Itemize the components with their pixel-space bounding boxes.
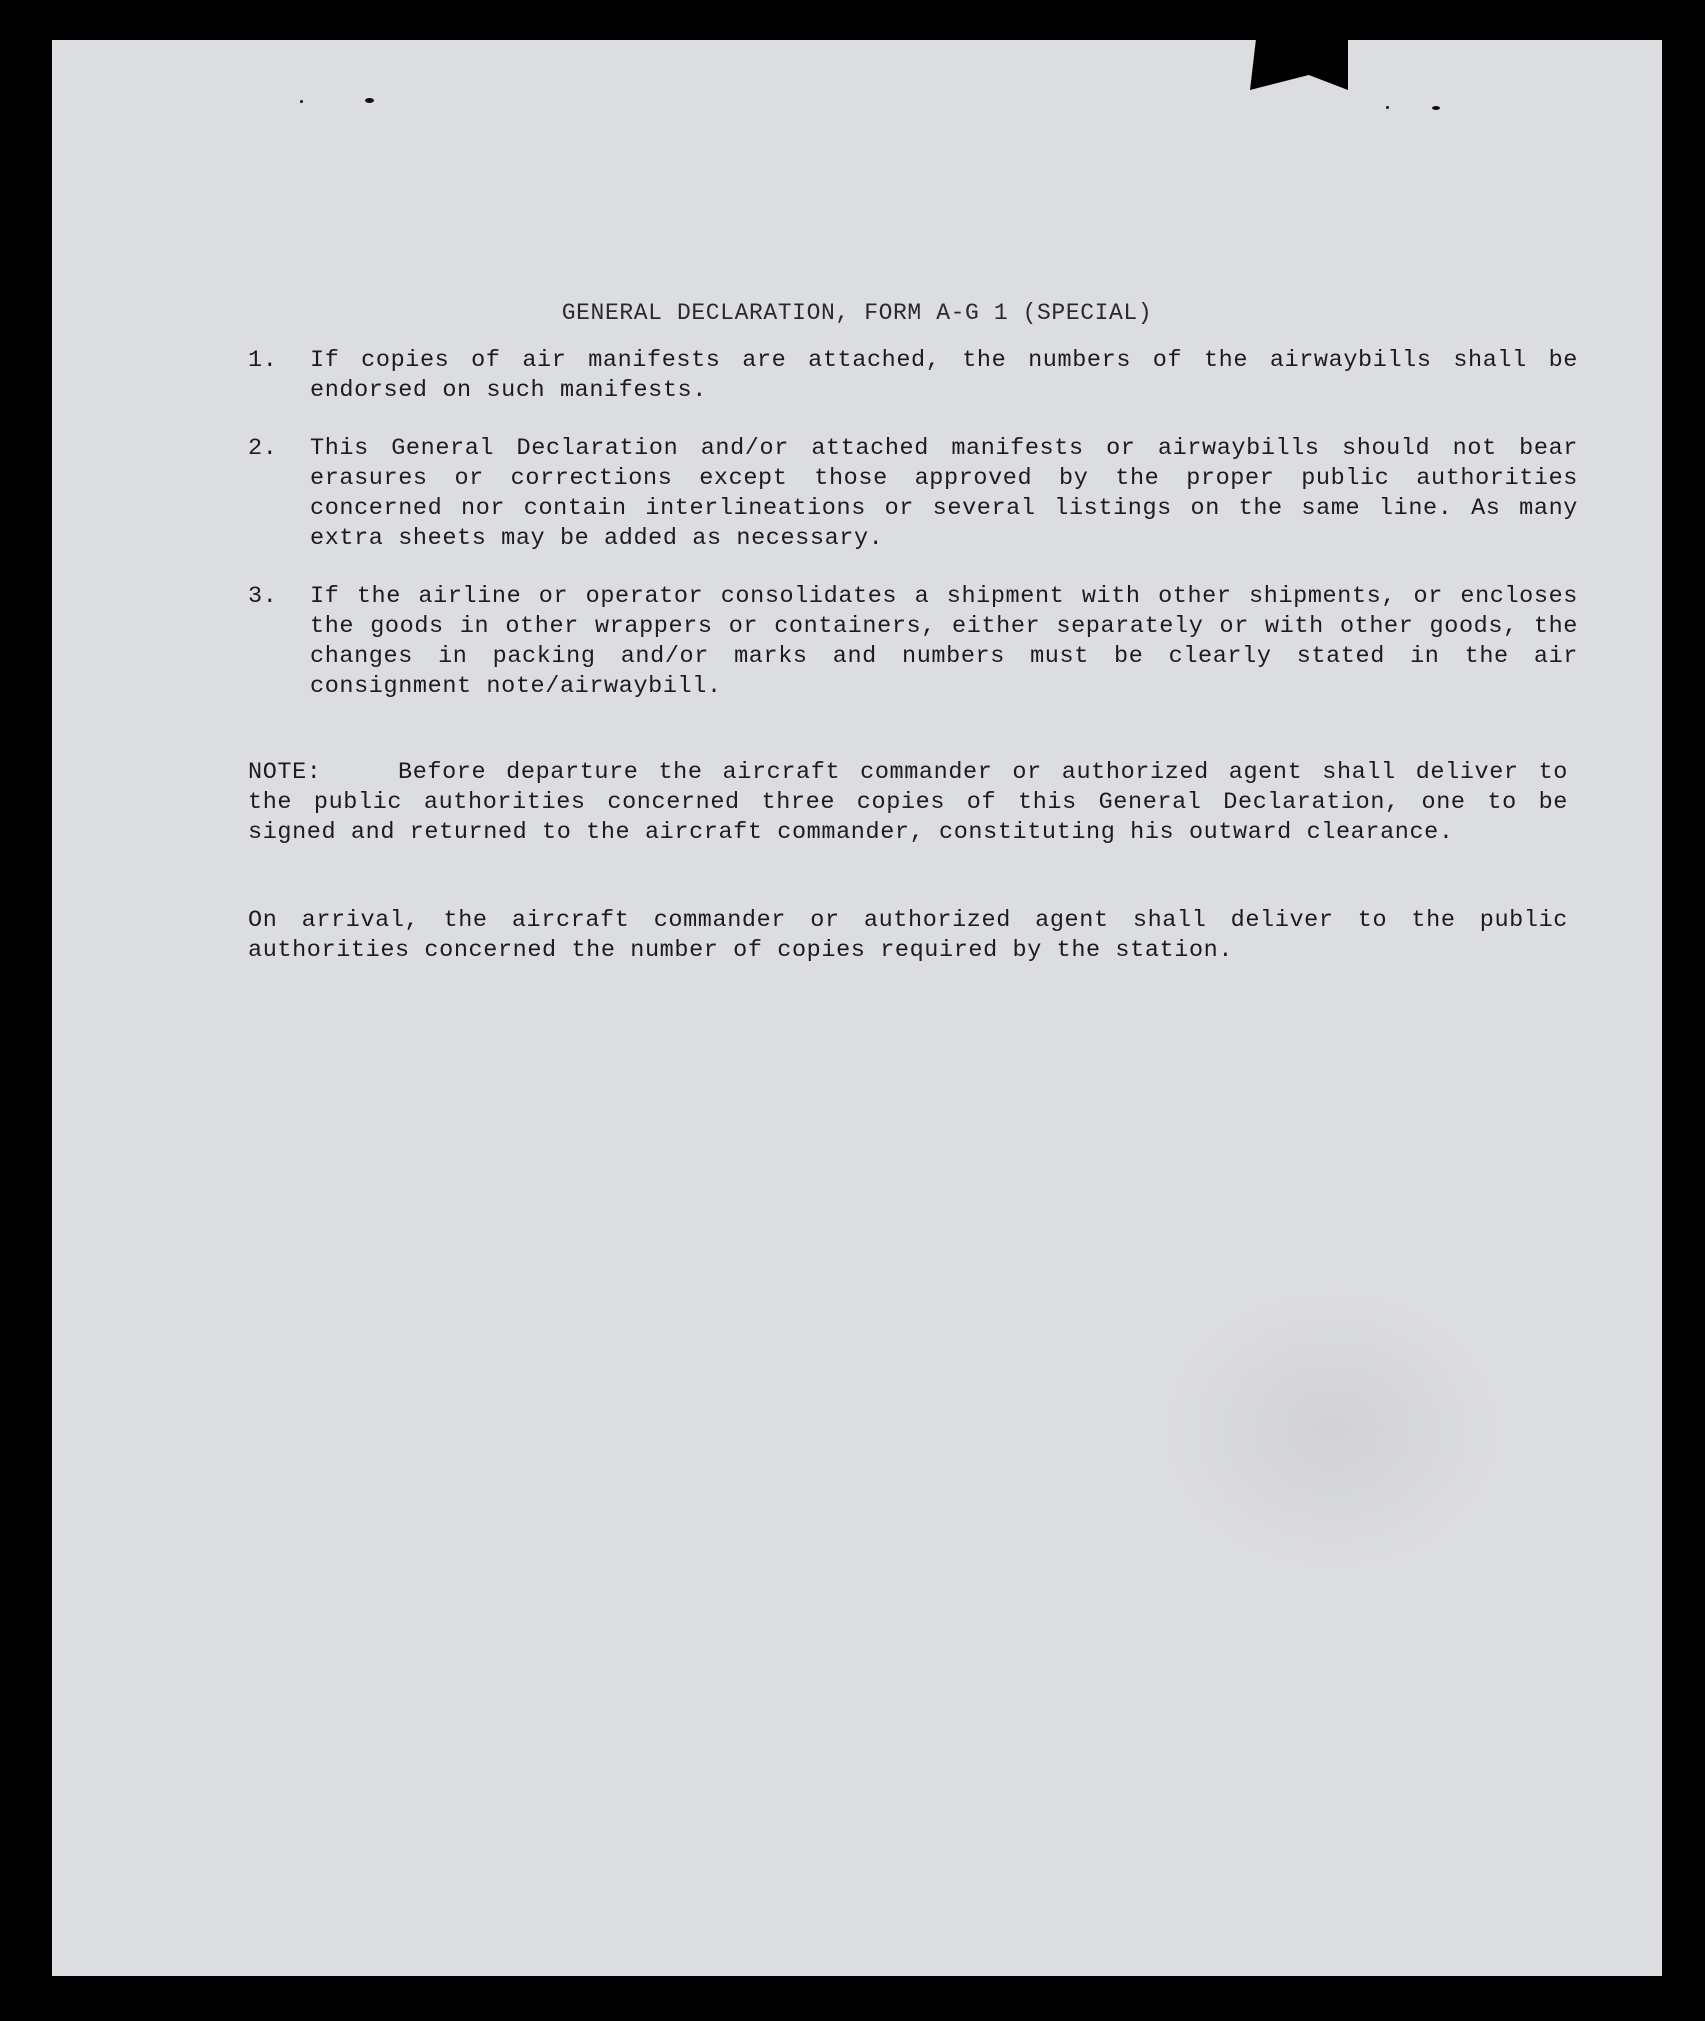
note-label: NOTE: (248, 759, 322, 786)
item-number: 1. (248, 347, 278, 374)
note-paragraph (248, 758, 1568, 848)
list-item (248, 582, 1578, 702)
ink-speck (300, 100, 303, 103)
document-page (52, 40, 1662, 1976)
arrival-paragraph: On arrival, the aircraft commander or authorized agent shall deliver to the public authorities concerned the number of copies required by the station. (248, 907, 1568, 964)
item-text: If the airline or operator consolidates a shipment with other shipments, or encloses the goods in other wrappers or containers, either separately or with other goods, the changes in packing and/or marks and numbers must be clearly stated in the air consignment note/airwaybill. (310, 583, 1578, 700)
list-item (248, 434, 1578, 554)
item-number: 2. (248, 435, 278, 462)
item-text: If copies of air manifests are attached, the numbers of the airwaybills shall be endorsed on such manifests. (310, 347, 1578, 404)
ink-speck (1386, 106, 1389, 109)
list-item (248, 346, 1578, 406)
note-text: Before departure the aircraft commander or authorized agent shall deliver to the public authorities concerned three copies of this General Declaration, one to be signed and returned to the aircraft commander, constituting his outward clearance. (248, 759, 1568, 846)
item-number: 3. (248, 583, 278, 610)
faded-stamp-mark (1162, 1290, 1502, 1570)
document-title: GENERAL DECLARATION, FORM A-G 1 (SPECIAL) (561, 300, 1153, 326)
item-text: This General Declaration and/or attached manifests or airwaybills should not bear erasures or corrections except those approved by the proper public authorities concerned nor contain interlineations or several listings on the same line. As many extra sheets may be added as necessary. (310, 435, 1578, 552)
ink-speck (1432, 106, 1440, 110)
ink-speck (365, 98, 374, 103)
